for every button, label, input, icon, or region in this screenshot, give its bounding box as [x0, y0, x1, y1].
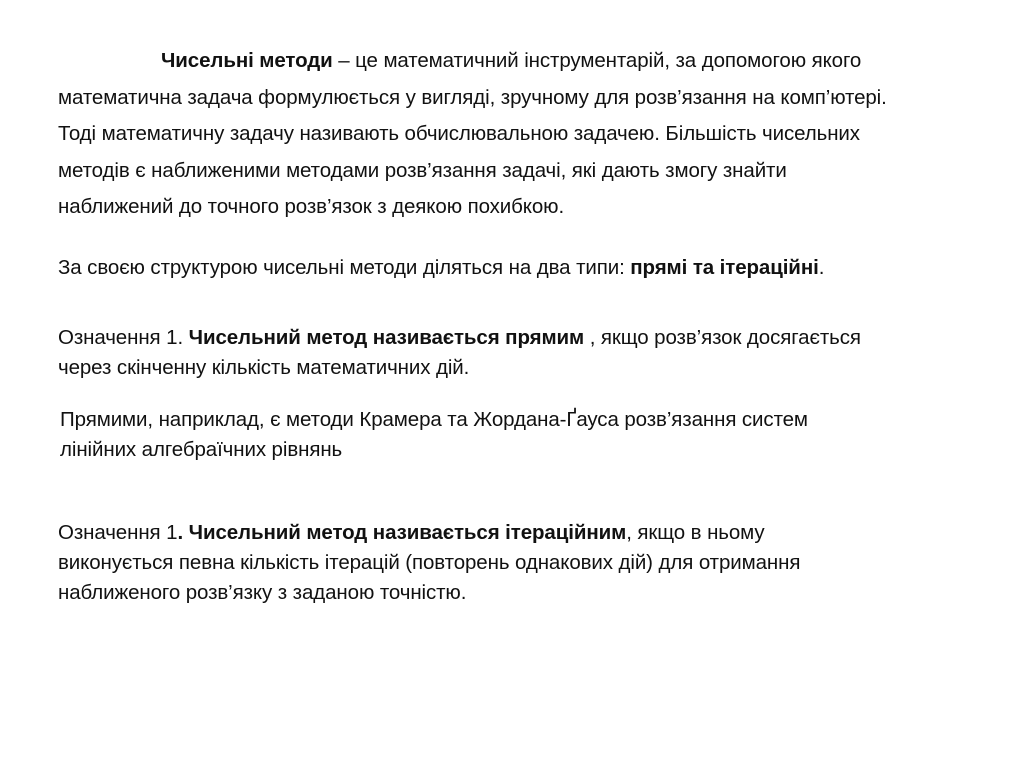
intro-line-2: математична задача формулюється у вигляді, зручному для розв’язання на комп’ютері.	[58, 85, 887, 109]
direct-definition-term: Чисельний метод називається прямим	[188, 326, 585, 349]
iterative-definition-prefix: Означення 1	[58, 521, 178, 544]
direct-examples-line-2: лінійних алгебраїчних рівнянь	[60, 438, 343, 461]
method-types-prefix: За своєю структурою чисельні методи діляться на два типи:	[58, 256, 631, 279]
direct-method-examples	[60, 405, 808, 465]
intro-line-1-text: – це математичний інструментарій, за допомогою якого	[332, 49, 862, 72]
iterative-definition-line-2: виконується певна кількість ітерацій (повторень однакових дій) для отримання	[58, 551, 801, 574]
method-types-names: прямі та ітераційні	[630, 256, 819, 279]
direct-method-definition	[58, 323, 861, 383]
method-types-paragraph	[58, 250, 824, 286]
iterative-definition-rest: , якщо в ньому	[626, 521, 765, 544]
iterative-definition-line-1	[58, 518, 800, 548]
intro-paragraph	[58, 43, 887, 226]
direct-definition-line-2: через скінченну кількість математичних дій.	[58, 356, 470, 379]
method-types-suffix: .	[818, 256, 825, 279]
direct-definition-rest: , якщо розв’язок досягається	[584, 326, 861, 349]
method-types-line	[58, 250, 824, 286]
term-numerical-methods: Чисельні методи	[161, 49, 333, 72]
iterative-method-definition	[58, 518, 800, 608]
direct-definition-line-1	[58, 323, 861, 353]
direct-definition-prefix: Означення 1.	[58, 326, 189, 349]
direct-examples-line-1: Прямими, наприклад, є методи Крамера та Жордана-Ґауса розв’язання систем	[60, 408, 808, 431]
iterative-definition-term: . Чисельний метод називається ітераційним	[177, 521, 627, 544]
intro-line-3: Тоді математичну задачу називають обчислювальною задачею. Більшість чисельних	[58, 122, 860, 145]
intro-line-4: методів є наближеними методами розв’язання задачі, які дають змогу знайти	[58, 158, 787, 182]
intro-line-1	[58, 43, 887, 80]
iterative-definition-line-3: наближеного розв’язку з заданою точністю.	[58, 581, 467, 604]
intro-line-5: наближений до точного розв’язок з деякою похибкою.	[58, 195, 565, 218]
